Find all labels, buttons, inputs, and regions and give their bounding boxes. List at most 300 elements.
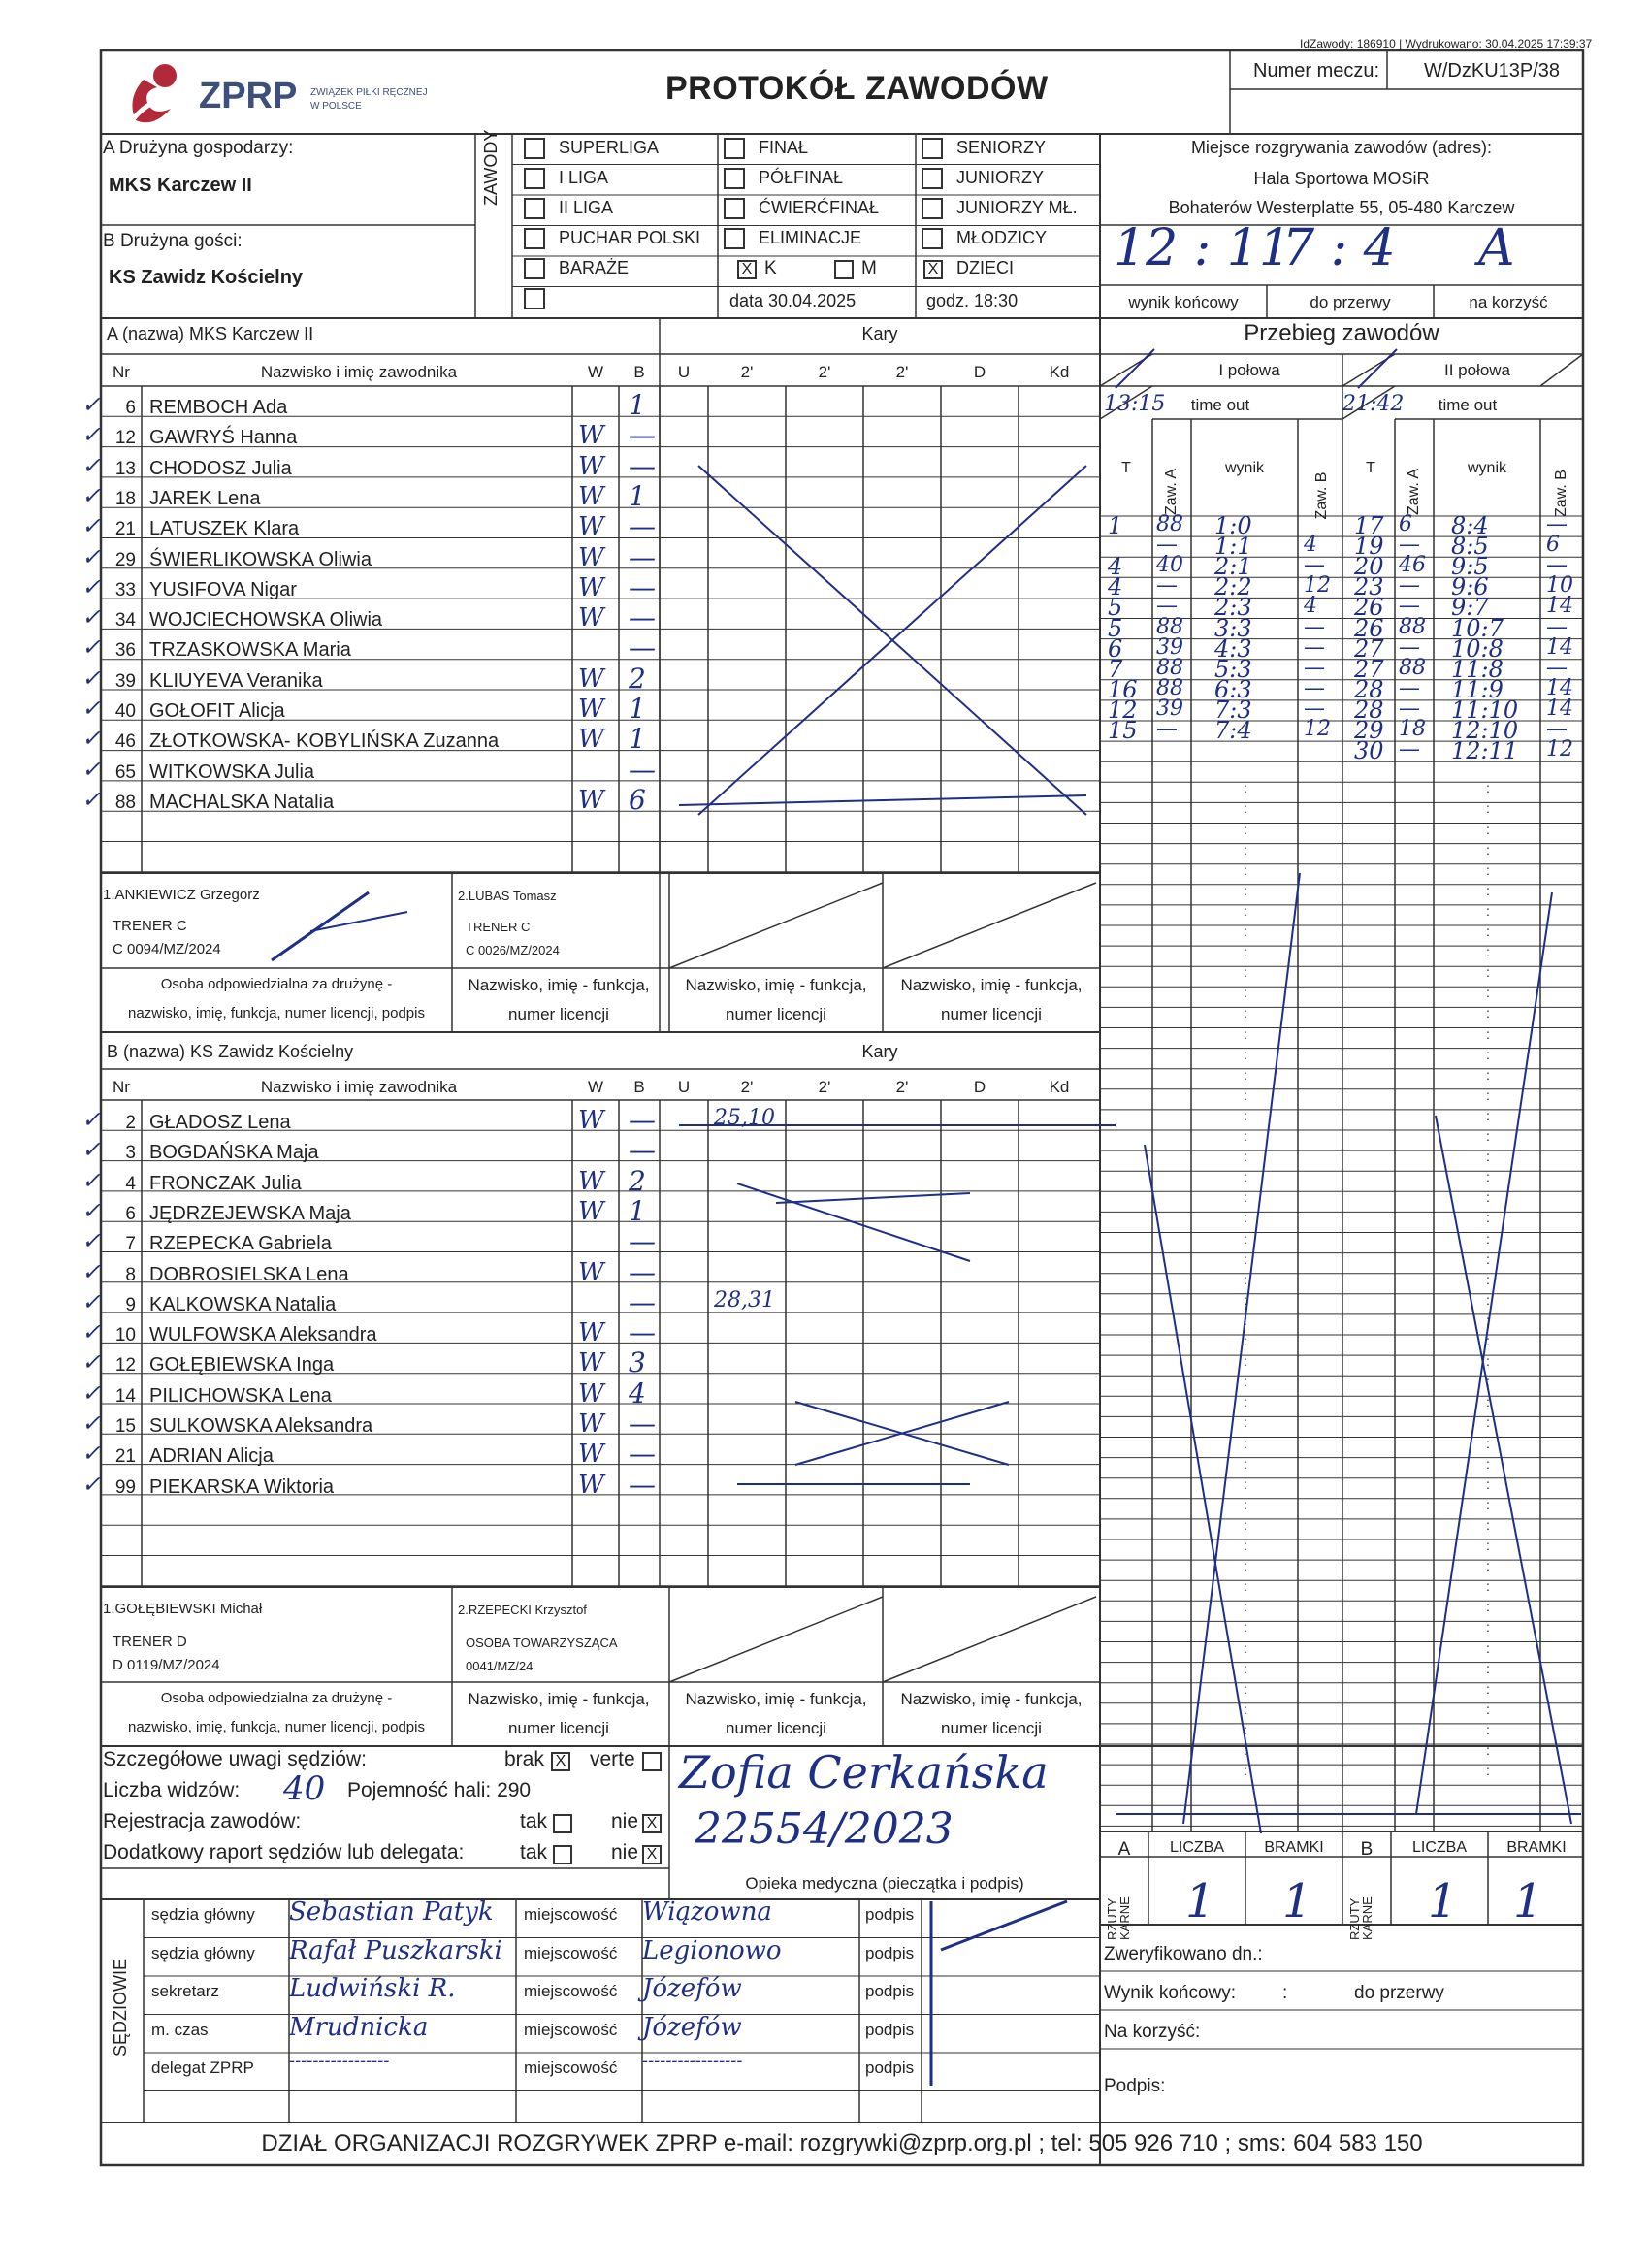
h2-empty-colon: : [1486, 1475, 1490, 1492]
h2-empty-colon: : [1486, 1763, 1490, 1779]
player-name: GOŁĘBIEWSKA Inga [149, 1354, 335, 1377]
player-name: TRZASKOWSKA Maria [149, 639, 351, 662]
h1-goal-scorer-a: 88 [1156, 614, 1183, 639]
check-icon: ✓ [81, 1136, 102, 1164]
h1-empty-colon: : [1244, 1599, 1247, 1615]
player-number: 65 [114, 761, 136, 783]
remarks-verte-checkbox[interactable] [642, 1752, 662, 1771]
h2-empty-colon: : [1486, 1680, 1490, 1697]
h1-goal-scorer-b: 12 [1304, 573, 1331, 599]
extra-report-tak-checkbox[interactable] [553, 1845, 572, 1864]
venue-address: Bohaterów Westerplatte 55, 05-480 Karczew [1168, 198, 1515, 217]
venue-label: Miejsce rozgrywania zawodów (adres): [1190, 138, 1493, 157]
official-label-2-line2: numer licencji [726, 1719, 826, 1737]
h1-goal-time: 4 [1108, 553, 1123, 581]
h2-empty-colon: : [1486, 1414, 1490, 1431]
referee-name-handwritten: ----------------- [289, 2051, 390, 2071]
h2-empty-colon: : [1486, 1374, 1490, 1390]
team-a-header: A (nazwa) MKS Karczew II [107, 324, 314, 343]
player-number: 34 [114, 610, 136, 632]
age-checkbox-2[interactable] [922, 198, 943, 219]
headA-w: W [587, 363, 604, 381]
h1-empty-colon: : [1244, 1230, 1247, 1247]
h1-empty-colon: : [1244, 1475, 1247, 1492]
h2-goal-score: 10:8 [1451, 634, 1504, 663]
h1-empty-colon: : [1244, 821, 1247, 837]
h2-empty-colon: : [1486, 1046, 1490, 1062]
team-a-official-2-license: C 0026/MZ/2024 [466, 943, 560, 957]
player-goals: — [629, 1255, 656, 1288]
check-icon: ✓ [81, 725, 102, 753]
player-goals: — [629, 1408, 656, 1440]
h1-empty-colon: : [1244, 1701, 1247, 1717]
medical-care-label: Opieka medyczna (pieczątka i podpis) [745, 1874, 1024, 1893]
referee-place-handwritten: Józefów [642, 2012, 742, 2042]
h2-goal-scorer-b: 14 [1546, 634, 1573, 660]
player-number: 18 [114, 488, 136, 509]
player-present-mark: W [578, 1257, 604, 1287]
check-icon: ✓ [81, 391, 102, 418]
check-icon: ✓ [81, 512, 102, 540]
h1-goal-time: 5 [1108, 594, 1123, 622]
official-label-1-line2: numer licencji [508, 1005, 609, 1023]
verified-halftime-label: do przerwy [1354, 1983, 1444, 2003]
player-present-mark: W [578, 664, 604, 694]
player-present-mark: W [578, 512, 604, 542]
stage-checkbox-3[interactable] [724, 228, 745, 249]
headA-name: Nazwisko i imię zawodnika [260, 363, 458, 381]
player-goals: — [629, 1104, 656, 1136]
player-number: 6 [125, 398, 136, 418]
h2-goal-score: 9:6 [1451, 573, 1489, 601]
official-label-0-line2: nazwisko, imię, funkcja, numer licencji, podpis [128, 1005, 425, 1021]
h2-empty-colon: : [1486, 1333, 1490, 1348]
slash-stroke [1358, 349, 1397, 388]
headB-d: D [973, 1078, 986, 1096]
referee-name-handwritten: Sebastian Patyk [289, 1897, 494, 1927]
player-goals: 2 [629, 662, 646, 695]
player-name: KLIUYEVA Veranika [149, 669, 323, 692]
player-name: FRONCZAK Julia [149, 1172, 302, 1194]
player-present-mark: W [578, 481, 604, 511]
registration-tak-checkbox[interactable] [553, 1814, 572, 1833]
check-icon: ✓ [81, 1257, 102, 1285]
gender-m-checkbox[interactable] [834, 260, 854, 279]
referees-side-label: SĘDZIOWIE [111, 1958, 130, 2057]
official-label-2-line1: Nazwisko, imię - funkcja, [685, 976, 867, 994]
check-icon: ✓ [81, 1106, 102, 1133]
h1-empty-colon: : [1244, 1660, 1247, 1676]
h2-empty-colon: : [1486, 1210, 1490, 1226]
h2-goal-score: 11:8 [1451, 655, 1504, 683]
h2-empty-colon: : [1486, 861, 1490, 878]
stage-option-1: PÓŁFINAŁ [759, 168, 844, 187]
penalty-a-rzuty-label: RZUTY KARNE [1105, 1896, 1132, 1940]
player-goals: — [629, 1285, 656, 1318]
grid-line [883, 883, 1096, 968]
match-number-label: Numer meczu: [1253, 60, 1380, 81]
player-goals: — [629, 601, 656, 634]
h1-empty-colon: : [1244, 964, 1247, 981]
player-penalty-time: 28,31 [714, 1287, 775, 1312]
headA-u: U [677, 363, 691, 381]
player-present-mark: W [578, 542, 604, 572]
h2-goal-scorer-b: 12 [1546, 737, 1573, 762]
h1-empty-colon: : [1244, 1619, 1247, 1636]
winner-handwritten: A [1478, 219, 1515, 277]
h2-goal-scorer-a: — [1399, 737, 1420, 762]
final-score-handwritten: 12 : 11 [1114, 219, 1291, 277]
check-icon: ✓ [81, 1227, 102, 1255]
age-checkbox-4[interactable]: X [923, 260, 943, 279]
h1-empty-colon: : [1244, 1291, 1247, 1308]
check-icon: ✓ [81, 1318, 102, 1346]
h2-empty-colon: : [1486, 1742, 1490, 1758]
remarks-brak-label: brak [504, 1748, 544, 1770]
team-b-timeout-handwritten: 21:42 [1342, 392, 1405, 416]
h2-empty-colon: : [1486, 1639, 1490, 1656]
home-team-label: A Drużyna gospodarzy: [103, 138, 294, 158]
h1-goal-score: 2:1 [1214, 553, 1252, 581]
h1-goal-scorer-b: — [1304, 634, 1325, 660]
h2-empty-colon: : [1486, 944, 1490, 960]
team-a-timeout-handwritten: 13:15 [1104, 392, 1166, 416]
h2-goal-score: 12:10 [1451, 717, 1519, 744]
h1-goal-score: 7:4 [1214, 717, 1252, 744]
registration-label: Rejestracja zawodów: [103, 1810, 302, 1832]
player-name: SULKOWSKA Aleksandra [149, 1415, 373, 1437]
extra-report-nie-label: nie [611, 1841, 639, 1863]
h2-empty-colon: : [1486, 1538, 1490, 1553]
h2-empty-colon: : [1486, 800, 1490, 817]
headB-2c: 2' [895, 1078, 909, 1096]
h1-empty-colon: : [1244, 882, 1247, 898]
age-checkbox-3[interactable] [922, 228, 943, 249]
hall-capacity: Pojemność hali: 290 [347, 1779, 532, 1801]
check-icon: ✓ [81, 1470, 102, 1498]
player-goals: — [629, 1438, 656, 1471]
h1-goal-score: 6:3 [1214, 675, 1252, 703]
player-goals: — [629, 1468, 656, 1501]
official-label-3-line1: Nazwisko, imię - funkcja, [900, 1690, 1083, 1708]
h1-empty-colon: : [1244, 1046, 1247, 1062]
gender-m-label: M [861, 258, 877, 278]
h2-goal-score: 12:11 [1451, 737, 1519, 765]
age-checkbox-1[interactable] [922, 168, 943, 189]
player-penalty-time: 25,10 [714, 1106, 775, 1130]
h1-goal-score: 3:3 [1214, 614, 1252, 642]
referee-role: sekretarz [151, 1982, 219, 2000]
h2-empty-colon: : [1486, 1005, 1490, 1021]
przebieg-col-t2: T [1366, 460, 1375, 476]
referee-place-handwritten: Wiązowna [642, 1897, 772, 1927]
przebieg-col-zawa: Zaw. A [1163, 468, 1180, 515]
player-number: 7 [125, 1234, 136, 1255]
level-checkbox-2[interactable] [524, 198, 545, 219]
h2-goal-time: 20 [1354, 553, 1384, 581]
h1-empty-colon: : [1244, 902, 1247, 919]
h2-goal-score: 11:9 [1451, 675, 1504, 703]
player-number: 13 [114, 458, 136, 479]
official-label-1-line1: Nazwisko, imię - funkcja, [468, 976, 650, 994]
age-option-4: DZIECI [956, 258, 1015, 277]
player-present-mark: W [578, 1378, 604, 1409]
player-number: 6 [125, 1203, 136, 1224]
h1-empty-colon: : [1244, 923, 1247, 939]
player-present-mark: W [578, 785, 604, 815]
player-goals: 1 [629, 389, 646, 421]
h2-goal-score: 9:5 [1451, 553, 1489, 581]
logo-wordmark: ZPRP [199, 76, 298, 116]
team-a-official-2-name: 2.LUBAS Tomasz [458, 889, 557, 903]
h1-empty-colon: : [1244, 1107, 1247, 1123]
level-option-0: SUPERLIGA [559, 138, 660, 157]
h1-empty-colon: : [1244, 985, 1247, 1001]
przebieg-title: Przebieg zawodów [1244, 320, 1439, 346]
h2-goal-scorer-b: — [1546, 717, 1568, 741]
h2-goal-scorer-a: 18 [1399, 717, 1426, 741]
h1-goal-score: 2:2 [1214, 573, 1252, 601]
headB-u: U [677, 1078, 691, 1096]
player-number: 88 [114, 792, 136, 813]
h2-goal-score: 10:7 [1451, 614, 1504, 642]
level-checkbox-5[interactable] [524, 288, 545, 309]
przebieg-col-zawa2: Zaw. A [1406, 468, 1422, 515]
player-goals: — [629, 540, 656, 573]
age-option-0: SENIORZY [956, 138, 1047, 157]
official-label-1-line1: Nazwisko, imię - funkcja, [468, 1690, 650, 1708]
age-checkbox-0[interactable] [922, 138, 943, 159]
player-name: RZEPECKA Gabriela [149, 1233, 332, 1255]
h2-goal-time: 26 [1354, 614, 1384, 642]
h2-goal-time: 23 [1354, 573, 1384, 601]
medical-license-handwritten: 22554/2023 [695, 1804, 954, 1854]
h1-goal-time: 4 [1108, 573, 1123, 601]
player-number: 14 [114, 1385, 136, 1407]
logo-subtitle-2: W POLSCE [310, 101, 362, 112]
headB-b: B [633, 1078, 645, 1096]
h1-goal-score: 1:0 [1214, 512, 1252, 539]
h1-empty-colon: : [1244, 1333, 1247, 1348]
official-label-3-line2: numer licencji [941, 1719, 1042, 1737]
age-option-2: JUNIORZY MŁ. [956, 198, 1078, 217]
h1-empty-colon: : [1244, 1210, 1247, 1226]
player-number: 46 [114, 731, 136, 753]
stage-checkbox-0[interactable] [724, 138, 745, 159]
penalty-b-bramki-label: BRAMKI [1506, 1839, 1567, 1856]
level-checkbox-0[interactable] [524, 138, 545, 159]
h1-empty-colon: : [1244, 780, 1247, 796]
referee-name-handwritten: Rafał Puszkarski [289, 1935, 502, 1965]
winner-label: na korzyść [1469, 293, 1548, 311]
h2-goal-time: 30 [1354, 737, 1384, 765]
h2-empty-colon: : [1486, 1086, 1490, 1103]
level-checkbox-1[interactable] [524, 168, 545, 189]
h2-goal-scorer-a: — [1399, 573, 1420, 599]
h2-empty-colon: : [1486, 1149, 1490, 1165]
player-name: DOBROSIELSKA Lena [149, 1263, 349, 1285]
half-2-timeout-label: time out [1438, 396, 1498, 414]
player-number: 39 [114, 670, 136, 692]
h2-empty-colon: : [1486, 1496, 1490, 1512]
h1-empty-colon: : [1244, 1639, 1247, 1656]
h2-empty-colon: : [1486, 902, 1490, 919]
referee-role: delegat ZPRP [151, 2058, 254, 2077]
h2-empty-colon: : [1486, 1025, 1490, 1042]
h1-goal-scorer-a: — [1156, 594, 1178, 619]
h2-empty-colon: : [1486, 1558, 1490, 1574]
h2-goal-scorer-b: — [1546, 614, 1568, 639]
player-name: GŁADOSZ Lena [149, 1112, 291, 1133]
h2-goal-scorer-b: — [1546, 655, 1568, 680]
player-number: 29 [114, 549, 136, 570]
h2-empty-colon: : [1486, 1128, 1490, 1144]
h2-empty-colon: : [1486, 1578, 1490, 1595]
signature-stroke [941, 1901, 1067, 1950]
player-name: GOŁOFIT Alicja [149, 700, 285, 722]
player-name: CHODOSZ Julia [149, 457, 292, 479]
registration-nie-checkbox[interactable]: X [642, 1814, 662, 1833]
h1-goal-scorer-a: 39 [1156, 696, 1183, 721]
stage-checkbox-2[interactable] [724, 198, 745, 219]
penalty-a-bramki-label: BRAMKI [1264, 1839, 1324, 1856]
h2-empty-colon: : [1486, 1721, 1490, 1737]
player-goals: 1 [629, 1194, 646, 1227]
level-checkbox-3[interactable] [524, 228, 545, 249]
level-option-2: II LIGA [559, 198, 614, 217]
h1-goal-scorer-a: 40 [1156, 553, 1183, 578]
h1-goal-scorer-a: — [1156, 717, 1178, 741]
player-name: BOGDAŃSKA Maja [149, 1142, 319, 1164]
h2-goal-scorer-b: 6 [1546, 533, 1560, 558]
referee-role: sędzia główny [151, 1905, 255, 1924]
check-icon: ✓ [81, 1409, 102, 1437]
verified-score-colon: : [1282, 1983, 1288, 2003]
h2-goal-score: 8:4 [1451, 512, 1489, 539]
extra-report-nie-checkbox[interactable]: X [642, 1845, 662, 1864]
h2-goal-scorer-b: 14 [1546, 696, 1573, 721]
player-goals: 3 [629, 1346, 646, 1379]
player-number: 33 [114, 579, 136, 600]
headB-name: Nazwisko i imię zawodnika [260, 1078, 458, 1096]
referee-signature-label: podpis [865, 2058, 915, 2077]
player-goals: 1 [629, 723, 646, 756]
level-option-3: PUCHAR POLSKI [559, 228, 701, 247]
player-present-mark: W [578, 1409, 604, 1439]
headA-2c: 2' [895, 363, 909, 381]
spectators-handwritten: 40 [283, 1769, 326, 1808]
player-goals: — [629, 753, 656, 786]
check-icon: ✓ [81, 785, 102, 813]
level-checkbox-4[interactable] [524, 258, 545, 279]
check-icon: ✓ [81, 1287, 102, 1315]
player-name: REMBOCH Ada [149, 397, 288, 418]
cancel-stroke [1183, 873, 1300, 1824]
player-name: KALKOWSKA Natalia [149, 1293, 337, 1315]
h2-empty-colon: : [1486, 1516, 1490, 1533]
h1-empty-colon: : [1244, 1742, 1247, 1758]
away-team-name: KS Zawidz Kościelny [109, 267, 304, 288]
player-number: 99 [114, 1476, 136, 1498]
match-date: data 30.04.2025 [729, 291, 857, 310]
cancel-stroke [1416, 892, 1552, 1814]
player-name: ZŁOTKOWSKA- KOBYLIŃSKA Zuzanna [149, 730, 500, 753]
referee-signature-label: podpis [865, 2020, 915, 2039]
player-name: MACHALSKA Natalia [149, 791, 335, 813]
h1-empty-colon: : [1244, 1721, 1247, 1737]
h1-empty-colon: : [1244, 1128, 1247, 1144]
referee-name-handwritten: Ludwiński R. [289, 1974, 456, 2003]
registration-nie-label: nie [611, 1810, 639, 1832]
official-label-2-line1: Nazwisko, imię - funkcja, [685, 1690, 867, 1708]
player-goals: — [629, 570, 656, 603]
h1-empty-colon: : [1244, 1558, 1247, 1574]
team-a-official-1-name: 1.ANKIEWICZ Grzegorz [103, 887, 260, 903]
player-goals: — [629, 1316, 656, 1349]
penalty-b-rzuty-label: RZUTY KARNE [1347, 1896, 1374, 1940]
h1-empty-colon: : [1244, 1169, 1247, 1185]
przebieg-col-t: T [1121, 460, 1131, 476]
referee-signature-label: podpis [865, 1943, 915, 1962]
slash-stroke [1116, 349, 1154, 388]
h1-empty-colon: : [1244, 1414, 1247, 1431]
player-present-mark: W [578, 572, 604, 602]
logo-subtitle-1: ZWIĄZEK PIŁKI RĘCZNEJ [310, 87, 428, 98]
player-present-mark: W [578, 725, 604, 755]
h2-goal-time: 27 [1354, 655, 1384, 683]
h2-empty-colon: : [1486, 1599, 1490, 1615]
h1-empty-colon: : [1244, 1455, 1247, 1472]
player-name: YUSIFOVA Nigar [149, 578, 297, 600]
h1-empty-colon: : [1244, 1025, 1247, 1042]
h1-empty-colon: : [1244, 1435, 1247, 1451]
h2-empty-colon: : [1486, 841, 1490, 858]
referee-role: m. czas [151, 2020, 209, 2039]
player-number: 12 [114, 1355, 136, 1377]
h2-goal-time: 17 [1354, 512, 1384, 539]
player-goals: — [629, 510, 656, 543]
h1-empty-colon: : [1244, 841, 1247, 858]
referee-name-handwritten: Mrudnicka [289, 2012, 429, 2042]
h2-goal-score: 11:10 [1451, 696, 1519, 724]
referee-place-label: miejscowość [524, 1982, 618, 2000]
przebieg-col-wynik: wynik [1224, 460, 1264, 476]
signature-stroke [272, 892, 369, 960]
penalty-a-liczba-label: LICZBA [1169, 1839, 1224, 1856]
player-number: 8 [125, 1264, 136, 1285]
h2-goal-scorer-b: 10 [1546, 573, 1573, 599]
stage-checkbox-1[interactable] [724, 168, 745, 189]
penalty-b-liczba-label: LICZBA [1411, 1839, 1467, 1856]
level-option-4: BARAŻE [559, 258, 630, 277]
player-present-mark: W [578, 1318, 604, 1348]
official-label-3-line1: Nazwisko, imię - funkcja, [900, 976, 1083, 994]
h1-goal-scorer-a: 39 [1156, 634, 1183, 660]
verified-final-score-label: Wynik końcowy: [1104, 1983, 1237, 2003]
age-option-1: JUNIORZY [956, 168, 1044, 187]
headA-d: D [973, 363, 986, 381]
zawody-label: ZAWODY [481, 129, 501, 206]
h1-goal-scorer-a: — [1156, 573, 1178, 599]
remarks-brak-checkbox[interactable]: X [551, 1752, 570, 1771]
check-icon: ✓ [81, 633, 102, 662]
h1-goal-scorer-b: 4 [1304, 594, 1317, 619]
away-team-label: B Drużyna gości: [103, 231, 242, 251]
gender-k-checkbox[interactable]: X [737, 260, 757, 279]
h1-goal-score: 1:1 [1214, 533, 1252, 561]
h2-goal-scorer-a: 46 [1399, 553, 1426, 578]
player-name: JĘDRZEJEWSKA Maja [149, 1202, 351, 1224]
